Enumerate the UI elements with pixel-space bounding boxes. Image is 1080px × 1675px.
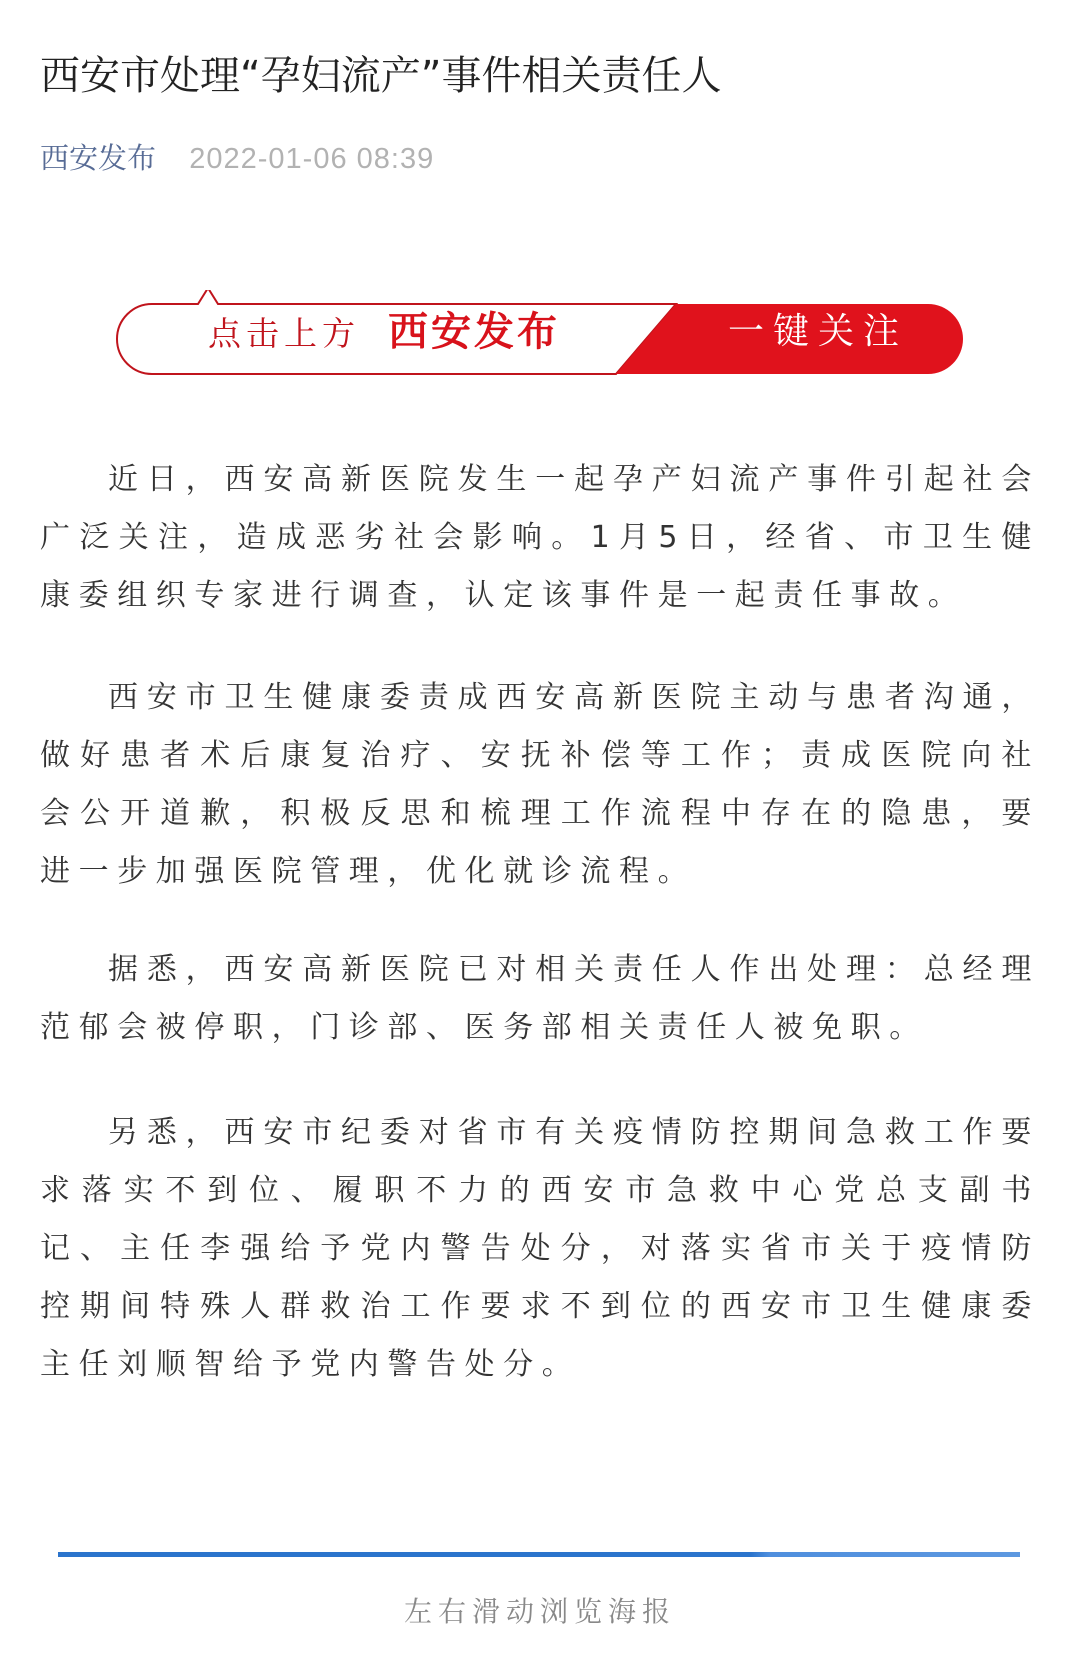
paragraph-3: 据悉，西安高新医院已对相关责任人作出处理：总经理范郁会被停职，门诊部、医务部相关责任人被免职。 (40, 952, 1040, 1045)
source-account-link[interactable]: 西安发布 (40, 141, 157, 175)
article-title: 西安市处理“孕妇流产”事件相关责任人 (40, 53, 722, 99)
paragraph-1: 近日，西安高新医院发生一起孕产妇流产事件引起社会广泛关注，造成恶劣社会影响。1月5日，经省、市卫生健康委组织专家进行调查，认定该事件是一起责任事故。 (40, 462, 1040, 613)
swipe-hint: 左右滑动浏览海报 (403, 1595, 676, 1628)
article-meta (40, 138, 434, 179)
follow-button[interactable]: 一键关注 (728, 311, 909, 352)
follow-banner[interactable] (116, 290, 964, 376)
banner-prompt: 点击上方 (208, 314, 360, 353)
paragraph-2: 西安市卫生健康委责成西安高新医院主动与患者沟通，做好患者术后康复治疗、安抚补偿等工作；责成医院向社会公开道歉，积极反思和梳理工作流程中存在的隐患，要进一步加强医院管理，优化就诊流程。 (40, 680, 1040, 889)
poster-divider (58, 1552, 1020, 1557)
publish-date: 2022-01-06 08:39 (189, 143, 435, 175)
banner-brand-logo: 西安发布 (388, 308, 560, 355)
paragraph-4: 另悉，西安市纪委对省市有关疫情防控期间急救工作要求落实不到位、履职不力的西安市急救中心党总支副书记、主任李强给予党内警告处分，对落实省市关于疫情防控期间特殊人群救治工作要求不到位的西安市卫生健康委主任刘顺智给予党内警告处分。 (40, 1115, 1040, 1382)
